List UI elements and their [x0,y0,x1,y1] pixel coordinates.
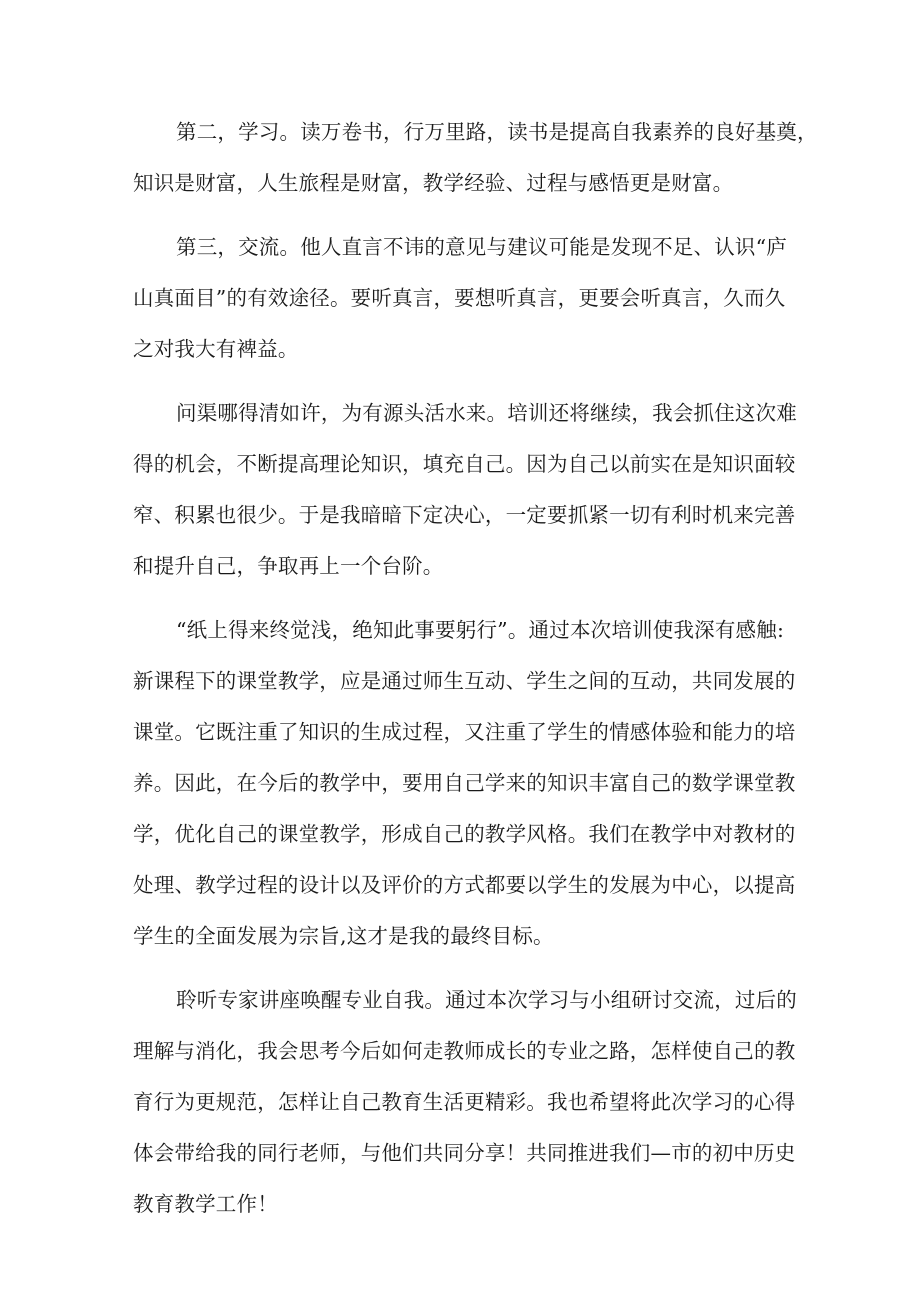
paragraph-line: 养。因此，在今后的教学中，要用自己学来的知识丰富自己的数学课堂教 [133,771,796,795]
paragraph-line: 学生的全面发展为宗旨,这才是我的最终目标。 [133,924,554,948]
paragraph-line: “纸上得来终觉浅，绝知此事要躬行”。通过本次培训使我深有感触: [176,618,785,642]
paragraph-line: 育行为更规范，怎样让自己教育生活更精彩。我也希望将此次学习的心得 [133,1090,796,1114]
paragraph-line: 山真面目”的有效途径。要听真言，要想听真言，更要会听真言，久而久 [133,286,786,310]
paragraph-line: 第三，交流。他人直言不讳的意见与建议可能是发现不足、认识“庐 [176,235,787,259]
paragraph-line: 得的机会，不断提高理论知识，填充自己。因为自己以前实在是知识面较 [133,452,796,476]
paragraph-line: 课堂。它既注重了知识的生成过程，又注重了学生的情感体验和能力的培 [133,720,796,744]
paragraph-line: 理解与消化，我会思考今后如何走教师成长的专业之路，怎样使自己的教 [133,1039,796,1063]
paragraph-line: 体会带给我的同行老师，与他们共同分享！共同推进我们—市的初中历史 [133,1141,796,1165]
paragraph-line: 第二，学习。读万卷书，行万里路，读书是提高自我素养的良好基奠， [176,120,818,144]
paragraph-line: 窄、积累也很少。于是我暗暗下定决心，一定要抓紧一切有利时机来完善 [133,503,796,527]
paragraph-line: 处理、教学过程的设计以及评价的方式都要以学生的发展为中心，以提高 [133,873,796,897]
paragraph-line: 之对我大有裨益。 [133,337,299,361]
paragraph-line: 学，优化自己的课堂教学，形成自己的教学风格。我们在教学中对教材的 [133,822,796,846]
paragraph-line: 问渠哪得清如许，为有源头活水来。培训还将继续，我会抓住这次难 [176,401,797,425]
paragraph-line: 和提升自己，争取再上一个台阶。 [133,554,444,578]
paragraph-line: 教育教学工作！ [133,1192,278,1216]
paragraph-line: 新课程下的课堂教学，应是通过师生互动、学生之间的互动，共同发展的 [133,669,796,693]
paragraph-line: 聆听专家讲座唤醒专业自我。通过本次学习与小组研讨交流，过后的 [176,988,797,1012]
paragraph-line: 知识是财富，人生旅程是财富，教学经验、过程与感悟更是财富。 [133,171,734,195]
